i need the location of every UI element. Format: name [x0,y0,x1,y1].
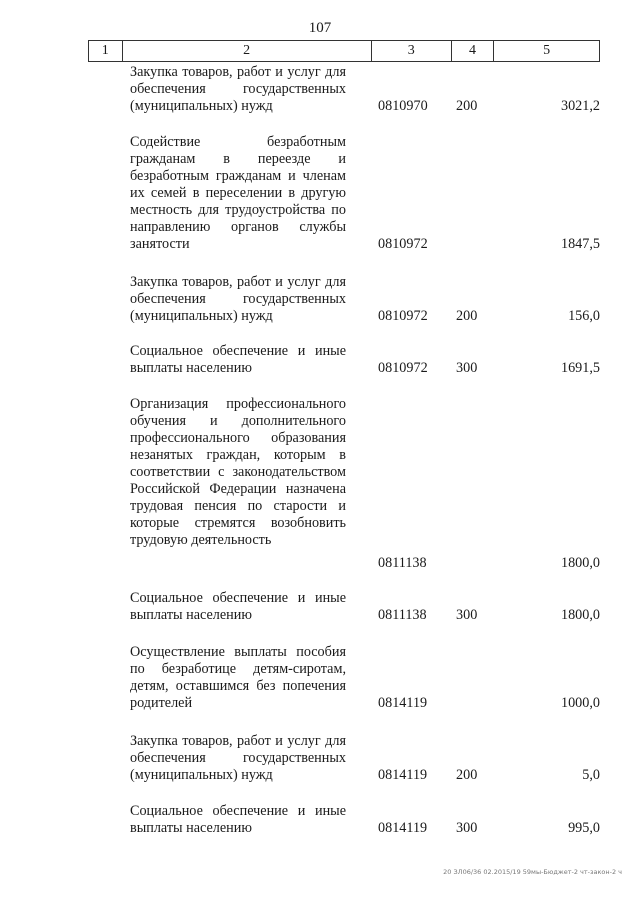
table-row [0,274,640,325]
table-row [0,134,640,253]
row-code: 0811138 [378,607,427,623]
row-amount: 1691,5 [560,360,600,376]
table-row [0,590,640,624]
row-code: 0810972 [378,236,428,252]
row-description: Организация профессионального обучения и дополнительного профессионального образования незанятых граждан, которым в соответствии с законодательством Российской Федерации назначена трудовая пенсия по старости и которые стремятся возобновить трудовую деятельность [130,396,346,548]
row-code: 0811138 [378,555,427,571]
row-description: Закупка товаров, работ и услуг для обеспечения государственных (муниципальных) нужд [130,274,346,324]
footer-reference: 20 ЗЛ06/36 02.2015/19 59мы-Бюджет-2 чт-закон-2 ч [443,868,622,876]
row-code: 0810970 [378,98,428,114]
row-code: 0814119 [378,767,428,783]
row-description: Социальное обеспечение и иные выплаты населению [130,343,346,376]
header-col-1: 1 [88,41,122,61]
row-amount: 3021,2 [560,98,600,114]
row-amount: 1847,5 [560,236,600,252]
table-row [0,396,640,572]
header-col-4: 4 [451,41,494,61]
row-description: Содействие безработным гражданам в переезде и безработным гражданам и членам их семей в переселении в другую местность для трудоустройства по направлению органов службы занятости [130,134,346,252]
row-description: Осуществление выплаты пособия по безработице детям-сиротам, детям, оставшимся без попечения родителей [130,644,346,711]
row-code: 0810972 [378,308,428,324]
row-code: 0814119 [378,820,428,836]
table-row [0,733,640,784]
row-type: 300 [456,360,478,376]
page-number: 107 [308,20,332,36]
row-type: 200 [456,98,478,114]
table-row [0,803,640,837]
table-row [0,343,640,377]
row-amount: 1000,0 [560,695,600,711]
row-type: 200 [456,308,478,324]
row-amount: 1800,0 [560,607,600,623]
table-row [0,644,640,712]
row-description: Закупка товаров, работ и услуг для обеспечения государственных (муниципальных) нужд [130,64,346,114]
table-row [0,64,640,115]
header-col-2: 2 [122,41,371,61]
row-amount: 156,0 [568,308,600,324]
row-description: Закупка товаров, работ и услуг для обеспечения государственных (муниципальных) нужд [130,733,346,783]
row-amount: 995,0 [568,820,600,836]
row-description: Социальное обеспечение и иные выплаты населению [130,590,346,623]
header-col-3: 3 [371,41,451,61]
row-type: 300 [456,820,478,836]
row-amount: 1800,0 [560,555,600,571]
row-type: 300 [456,607,478,623]
row-code: 0810972 [378,360,428,376]
table-header [88,40,600,62]
row-type: 200 [456,767,478,783]
row-description: Социальное обеспечение и иные выплаты населению [130,803,346,836]
header-col-5: 5 [493,41,600,61]
row-amount: 5,0 [582,767,600,783]
row-code: 0814119 [378,695,428,711]
